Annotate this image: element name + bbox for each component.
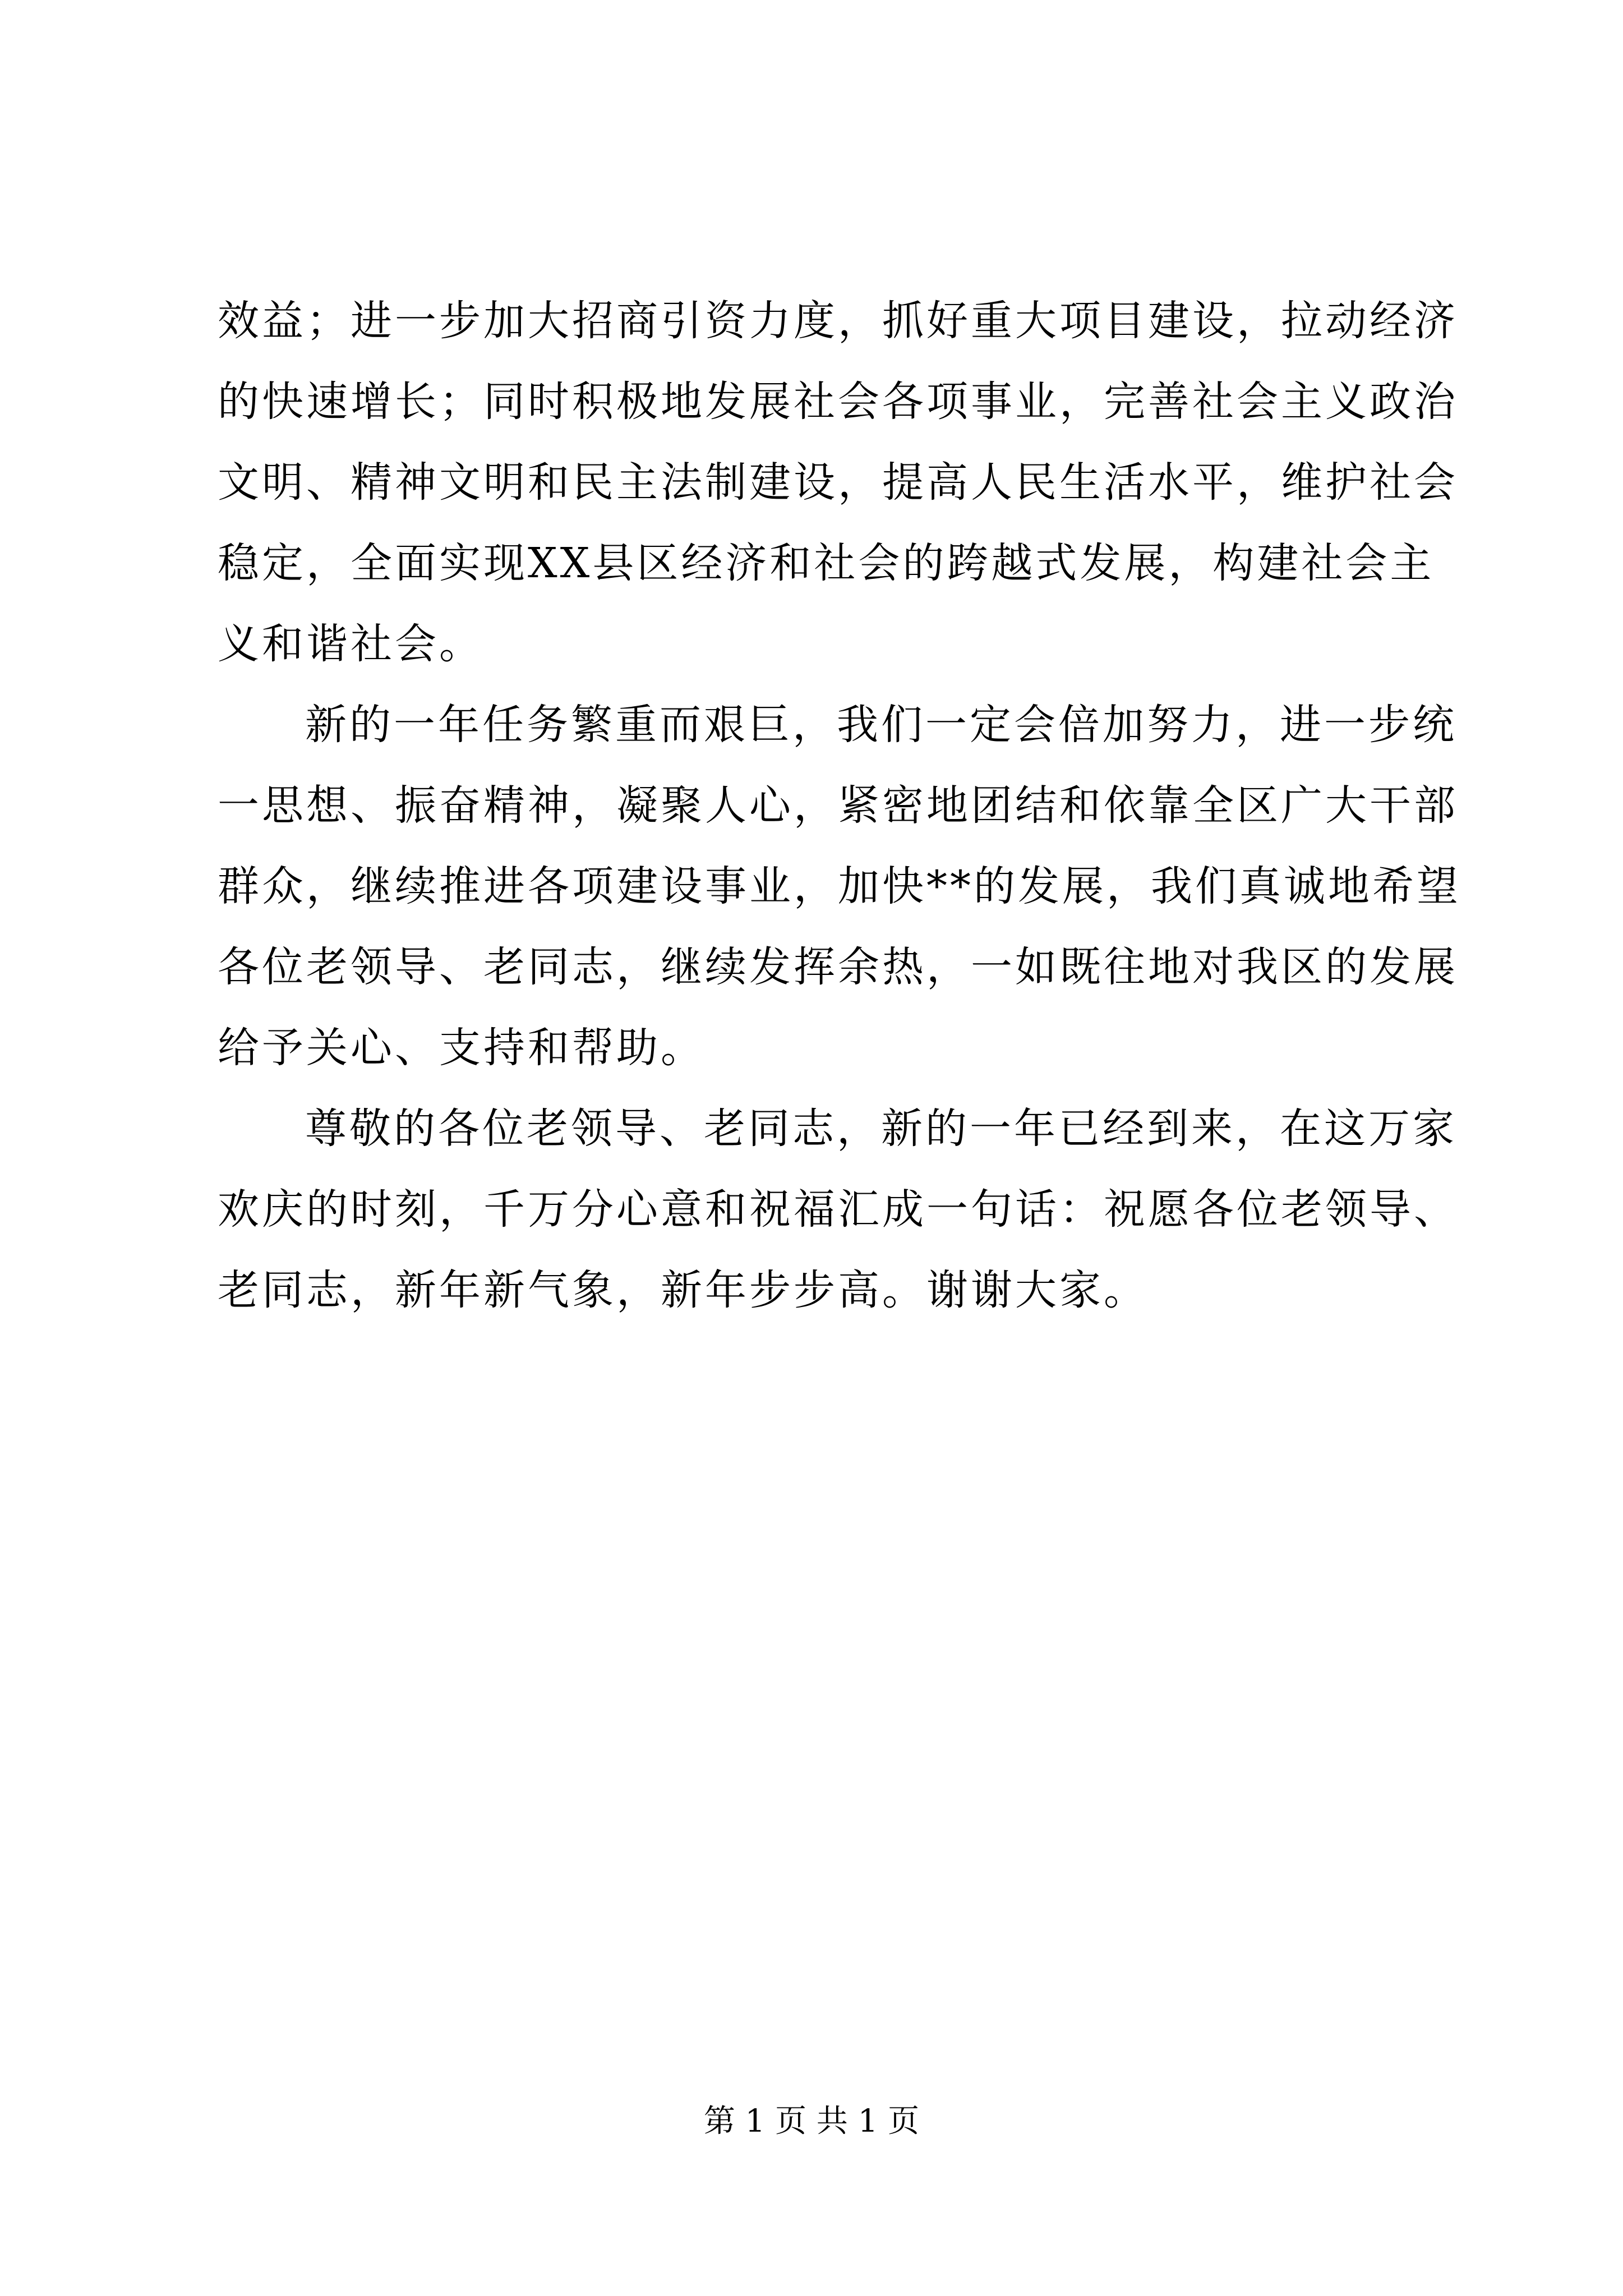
paragraph-3 [218,1088,1472,1331]
paragraph-line: 群众，继续推进各项建设事业，加快**的发展，我们真诚地希望 [218,862,1461,910]
paragraph-line: 义和谐社会。 [218,620,483,668]
paragraph-line: 给予关心、支持和帮助。 [218,1024,705,1072]
paragraph-line: 尊敬的各位老领导、老同志，新的一年已经到来，在这万家 [305,1105,1457,1153]
page-number-footer: 第 1 页 共 1 页 [703,2103,920,2139]
paragraph-line: 文明、精神文明和民主法制建设，提高人民生活水平，维护社会 [218,458,1458,507]
paragraph-1 [218,280,1472,684]
paragraph-line: 各位老领导、老同志，继续发挥余热，一如既往地对我区的发展 [218,943,1458,991]
paragraph-line: 的快速增长；同时积极地发展社会各项事业，完善社会主义政治 [218,378,1458,426]
paragraph-line: 效益；进一步加大招商引资力度，抓好重大项目建设，拉动经济 [218,297,1458,345]
paragraph-line: 稳定，全面实现XX县区经济和社会的跨越式发展，构建社会主 [218,539,1435,587]
paragraph-line: 老同志，新年新气象，新年步步高。谢谢大家。 [218,1266,1148,1314]
document-body [218,280,1472,1331]
paragraph-line: 欢庆的时刻，千万分心意和祝福汇成一句话：祝愿各位老领导、 [218,1185,1458,1234]
paragraph-line: 一思想、振奋精神，凝聚人心，紧密地团结和依靠全区广大干部 [218,781,1458,830]
paragraph-2 [218,684,1472,1088]
paragraph-line: 新的一年任务繁重而艰巨，我们一定会倍加努力，进一步统 [305,701,1457,749]
